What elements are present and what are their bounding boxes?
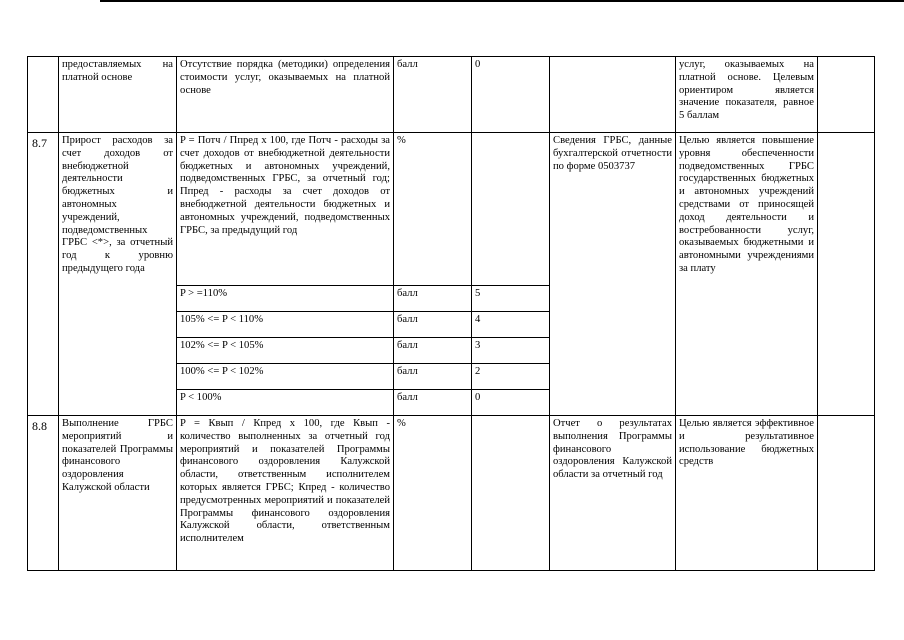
unit-cell: % [394, 133, 472, 286]
indicator-formula: P = Квып / Кпред x 100, где Квып - количество выполненных за отчетный год мероприятий и показателей Программы финансового оздоровления Калужской области, ответственным исполнителем которых является ГРБС; Кпред - количество предусмотренных мероприятий и показателей Программы финансового оздоровления Калужской области, ответственным исполнителем [177, 416, 394, 571]
note-cell [818, 133, 875, 416]
scale-score: 5 [472, 286, 550, 312]
page-top-rule [100, 0, 904, 2]
unit-cell: балл [394, 57, 472, 133]
indicator-formula: Отсутствие порядка (методики) определения стоимости услуг, оказываемых на платной основе [177, 57, 394, 133]
scale-unit: балл [394, 364, 472, 390]
scale-unit: балл [394, 390, 472, 416]
indicator-name: Прирост расходов за счет доходов от внебюджетной деятельности бюджетных и автономных учреждений, подведомственных ГРБС <*>, за отчетный год к уровню предыдущего года [59, 133, 177, 416]
table-row [28, 133, 875, 286]
scale-score: 2 [472, 364, 550, 390]
goal-cell: услуг, оказываемых на платной основе. Целевым ориентиром является значение показателя, равное 5 баллам [676, 57, 818, 133]
table-row [28, 416, 875, 571]
goal-cell: Целью является повышение уровня обеспеченности подведомственных ГРБС государственных бюджетных и автономных учреждений средствами от приносящей доход деятельности и востребованности услуг, оказываемых бюджетными и автономными учреждениями за плату [676, 133, 818, 416]
indicator-name: Выполнение ГРБС мероприятий и показателей Программы финансового оздоровления Калужской области [59, 416, 177, 571]
scale-unit: балл [394, 338, 472, 364]
scale-condition: 100% <= P < 102% [177, 364, 394, 390]
row-number [28, 57, 59, 133]
scale-condition: P < 100% [177, 390, 394, 416]
score-cell [472, 133, 550, 286]
scale-score: 0 [472, 390, 550, 416]
scale-condition: 102% <= P < 105% [177, 338, 394, 364]
goal-cell: Целью является эффективное и результативное использование бюджетных средств [676, 416, 818, 571]
scale-score: 4 [472, 312, 550, 338]
source-cell: Сведения ГРБС, данные бухгалтерской отчетности по форме 0503737 [550, 133, 676, 416]
note-cell [818, 416, 875, 571]
scale-condition: 105% <= P < 110% [177, 312, 394, 338]
scale-unit: балл [394, 312, 472, 338]
row-number: 8.7 [28, 133, 59, 416]
unit-cell: % [394, 416, 472, 571]
indicator-formula: P = Потч / Ппред x 100, где Потч - расходы за счет доходов от внебюджетной деятельности бюджетных и автономных учреждений, подведомственных ГРБС, за отчетный год; Ппред - расходы за счет доходов от внебюджетной деятельности бюджетных и автономных учреждений, подведомственных ГРБС, за предыдущий год [177, 133, 394, 286]
score-cell: 0 [472, 57, 550, 133]
source-cell: Отчет о результатах выполнения Программы финансового оздоровления Калужской области за отчетный год [550, 416, 676, 571]
scale-condition: P > =110% [177, 286, 394, 312]
table-row [28, 57, 875, 133]
scale-unit: балл [394, 286, 472, 312]
scale-score: 3 [472, 338, 550, 364]
indicator-name: предоставляемых на платной основе [59, 57, 177, 133]
row-number: 8.8 [28, 416, 59, 571]
indicators-table [27, 56, 875, 571]
note-cell [818, 57, 875, 133]
score-cell [472, 416, 550, 571]
source-cell [550, 57, 676, 133]
